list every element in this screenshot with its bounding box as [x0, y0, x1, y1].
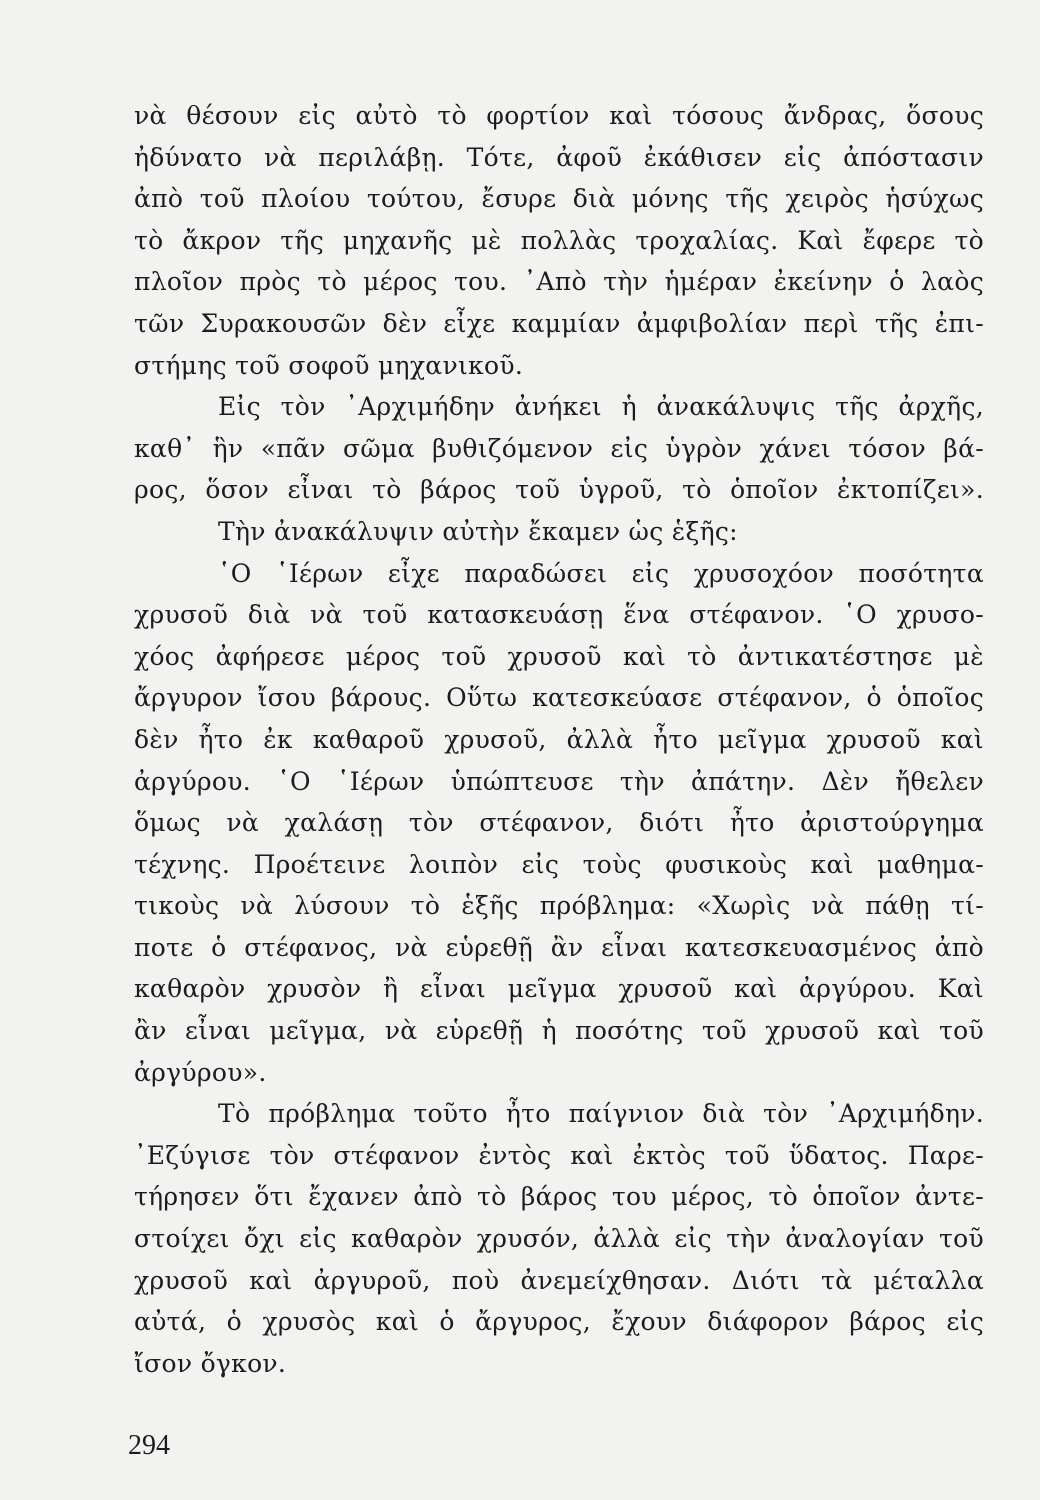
text-line: ποτε ὁ στέφανος, νὰ εὑρεθῇ ἂν εἶναι κατεσκευασμένος ἀπὸ [134, 932, 984, 962]
paragraph-first-line: Τὸ πρόβλημα τοῦτο ἦτο παίγνιον διὰ τὸν ᾿Αρχιμήδην. [218, 1099, 984, 1129]
paragraph-first-line: Εἰς τὸν ᾿Αρχιμήδην ἀνήκει ἡ ἀνακάλυψις τῆς ἀρχῆς, [218, 392, 984, 422]
text-line: στήμης τοῦ σοφοῦ μηχανικοῦ. [134, 350, 524, 380]
text-line: καθαρὸν χρυσὸν ἢ εἶναι μεῖγμα χρυσοῦ καὶ ἀργύρου. Καὶ [134, 974, 984, 1004]
text-line: ρος, ὅσον εἶναι τὸ βάρος τοῦ ὑγροῦ, τὸ ὁποῖον ἐκτοπίζει». [134, 475, 984, 505]
text-line: καθ᾿ ἣν «πᾶν σῶμα βυθιζόμενον εἰς ὑγρὸν χάνει τόσον βά- [134, 433, 984, 463]
text-line: χόος ἀφήρεσε μέρος τοῦ χρυσοῦ καὶ τὸ ἀντικατέστησε μὲ [134, 641, 984, 671]
text-line: τῶν Συρακουσῶν δὲν εἶχε καμμίαν ἀμφιβολίαν περὶ τῆς ἐπι- [134, 308, 984, 338]
text-line: πλοῖον πρὸς τὸ μέρος του. ᾿Απὸ τὴν ἡμέραν ἐκείνην ὁ λαὸς [134, 267, 984, 297]
text-line: χρυσοῦ καὶ ἀργυροῦ, ποὺ ἀνεμείχθησαν. Διότι τὰ μέταλλα [134, 1265, 984, 1295]
text-line: τήρησεν ὅτι ἔχανεν ἀπὸ τὸ βάρος του μέρος, τὸ ὁποῖον ἀντε- [134, 1182, 984, 1212]
text-line: τικοὺς νὰ λύσουν τὸ ἑξῆς πρόβλημα: «Χωρὶς νὰ πάθῃ τί- [134, 891, 984, 921]
text-line: ἠδύνατο νὰ περιλάβῃ. Τότε, ἀφοῦ ἐκάθισεν εἰς ἀπόστασιν [134, 142, 984, 172]
text-line: στοίχει ὄχι εἰς καθαρὸν χρυσόν, ἀλλὰ εἰς τὴν ἀναλογίαν τοῦ [134, 1224, 984, 1254]
text-line: ἀργύρου. ῾Ο ῾Ιέρων ὑπώπτευσε τὴν ἀπάτην. Δὲν ἤθελεν [134, 766, 984, 796]
text-line: ἂν εἶναι μεῖγμα, νὰ εὑρεθῇ ἡ ποσότης τοῦ χρυσοῦ καὶ τοῦ [134, 1016, 984, 1046]
text-line: ἀργύρου». [134, 1057, 267, 1087]
text-line: τὸ ἄκρον τῆς μηχανῆς μὲ πολλὰς τροχαλίας. Καὶ ἔφερε τὸ [134, 225, 984, 255]
text-line: χρυσοῦ διὰ νὰ τοῦ κατασκευάσῃ ἕνα στέφανον. ῾Ο χρυσο- [134, 600, 984, 630]
text-line: δὲν ἦτο ἐκ καθαροῦ χρυσοῦ, ἀλλὰ ἦτο μεῖγμα χρυσοῦ καὶ [134, 724, 984, 754]
text-line: ὅμως νὰ χαλάσῃ τὸν στέφανον, διότι ἦτο ἀριστούργημα [134, 808, 984, 838]
paragraph-first-line: Τὴν ἀνακάλυψιν αὐτὴν ἔκαμεν ὡς ἑξῆς: [218, 516, 738, 546]
text-line: ἄργυρον ἴσου βάρους. Οὕτω κατεσκεύασε στέφανον, ὁ ὁποῖος [134, 683, 984, 713]
page-number: 294 [128, 1430, 170, 1461]
text-line: ᾿Εζύγισε τὸν στέφανον ἐντὸς καὶ ἐκτὸς τοῦ ὕδατος. Παρε- [134, 1140, 984, 1170]
body-text [134, 95, 984, 1384]
text-line: αὐτά, ὁ χρυσὸς καὶ ὁ ἄργυρος, ἔχουν διάφορον βάρος εἰς [134, 1307, 984, 1337]
paragraph-first-line: ῾Ο ῾Ιέρων εἶχε παραδώσει εἰς χρυσοχόον ποσότητα [218, 558, 984, 588]
text-line: ἴσον ὄγκον. [134, 1348, 287, 1378]
text-line: νὰ θέσουν εἰς αὐτὸ τὸ φορτίον καὶ τόσους ἄνδρας, ὅσους [134, 101, 984, 130]
text-line: ἀπὸ τοῦ πλοίου τούτου, ἔσυρε διὰ μόνης τῆς χειρὸς ἡσύχως [134, 184, 984, 214]
text-line: τέχνης. Προέτεινε λοιπὸν εἰς τοὺς φυσικοὺς καὶ μαθημα- [134, 849, 984, 879]
